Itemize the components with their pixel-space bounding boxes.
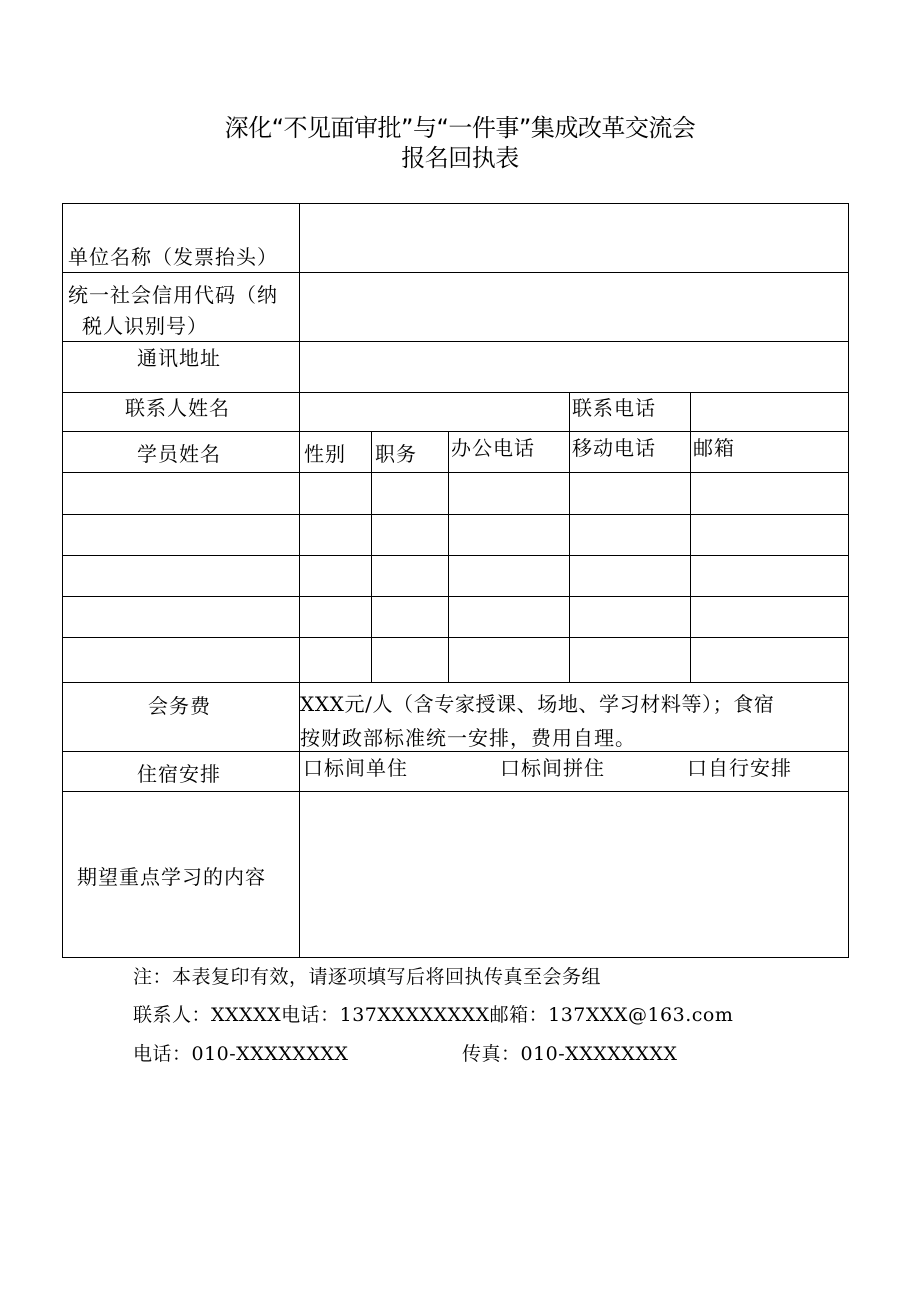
fee-label: 会务费: [148, 694, 211, 718]
lodging-option-self[interactable]: 口自行安排: [687, 756, 792, 780]
lodging-label: 住宿安排: [137, 762, 221, 786]
contact-phone-field[interactable]: [691, 393, 848, 431]
address-field[interactable]: [300, 342, 848, 392]
student-name-header: 学员姓名: [137, 442, 221, 466]
address-label: 通讯地址: [137, 346, 221, 370]
gender-header: 性别: [304, 442, 346, 466]
unit-name-field[interactable]: [300, 204, 848, 272]
row-divider: [62, 682, 849, 683]
fax-line: 传真：010-XXXXXXXX: [462, 1043, 678, 1065]
page-subtitle: 报名回执表: [401, 144, 519, 172]
office-phone-header: 办公电话: [451, 436, 535, 460]
email-header: 邮箱: [693, 436, 735, 460]
lodging-option-single[interactable]: 口标间单住: [303, 756, 408, 780]
expect-field[interactable]: [300, 792, 848, 957]
contact-name-label: 联系人姓名: [125, 396, 230, 420]
phone-line: 电话：010-XXXXXXXX: [133, 1043, 349, 1065]
credit-code-label-cont: 税人识别号）: [82, 314, 208, 338]
registration-form-table: [62, 203, 849, 958]
position-header: 职务: [375, 442, 417, 466]
contact-name-field[interactable]: [300, 393, 569, 431]
lodging-option-shared[interactable]: 口标间拼住: [500, 756, 605, 780]
page-title: 深化“不见面审批”与“一件事”集成改革交流会: [224, 114, 696, 142]
credit-code-label: 统一社会信用代码（纳: [68, 283, 278, 307]
table-row[interactable]: [63, 515, 848, 555]
contact-phone-label: 联系电话: [572, 396, 656, 420]
mobile-header: 移动电话: [572, 436, 656, 460]
table-row[interactable]: [63, 638, 848, 682]
note-line: 注：本表复印有效，请逐项填写后将回执传真至会务组: [133, 966, 602, 988]
column-divider: [569, 392, 570, 431]
contact-line: 联系人：XXXXX电话：137XXXXXXXX邮箱：137XXX@163.com: [133, 1004, 734, 1026]
fee-text: XXX元/人（含专家授课、场地、学习材料等）；食宿: [300, 692, 775, 716]
expect-label: 期望重点学习的内容: [77, 865, 266, 889]
table-row[interactable]: [63, 556, 848, 596]
unit-name-label: 单位名称（发票抬头）: [68, 245, 278, 269]
credit-code-field[interactable]: [300, 273, 848, 341]
table-row[interactable]: [63, 473, 848, 514]
fee-text-cont: 按财政部标准统一安排，费用自理。: [300, 726, 636, 750]
table-row[interactable]: [63, 597, 848, 637]
